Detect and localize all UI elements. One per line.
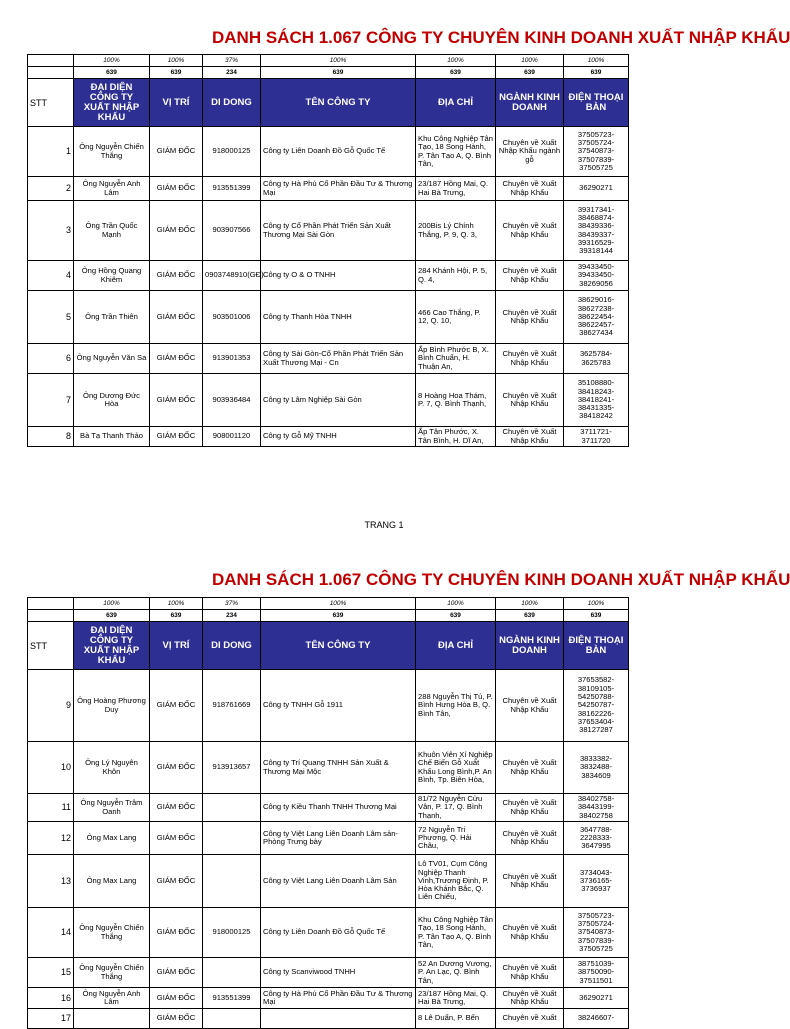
header-row <box>28 622 629 670</box>
position-cell: GIÁM ĐỐC <box>150 742 203 794</box>
count-row <box>28 67 629 79</box>
company-table-page-2 <box>27 597 629 1029</box>
percent-cell: 100% <box>564 55 629 67</box>
count-row <box>28 610 629 622</box>
mobile-cell: 913901353 <box>203 344 261 374</box>
percent-cell: 37% <box>203 598 261 610</box>
representative-cell: Bà Tạ Thanh Thảo <box>74 427 150 447</box>
company-name-cell: Công ty Gỗ Mỹ TNHH <box>261 427 416 447</box>
row-number-cell: 10 <box>28 742 74 794</box>
row-number-cell: 15 <box>28 958 74 988</box>
count-cell: 639 <box>74 610 150 622</box>
table-row <box>28 177 629 201</box>
row-number-cell: 2 <box>28 177 74 201</box>
page-title-1: DANH SÁCH 1.067 CÔNG TY CHUYÊN KINH DOANH XUẤT NHẬP KHẨU <box>212 28 790 47</box>
representative-cell: Ông Trần Quốc Mạnh <box>74 201 150 261</box>
company-name-cell: Công ty Việt Lang Liên Doanh Lâm Sản <box>261 855 416 908</box>
page-label: TRANG 1 <box>364 520 404 530</box>
table-row <box>28 908 629 958</box>
representative-cell: Ông Hồng Quang Khiêm <box>74 261 150 291</box>
industry-cell: Chuyên về Xuất Nhập Khẩu <box>496 822 564 855</box>
address-cell: Khuôn Viên Xí Nghiệp Chế Biến Gỗ Xuất Khẩu Long Bình,P. An Bình, Tp. Biên Hòa, <box>416 742 496 794</box>
row-number-cell: 13 <box>28 855 74 908</box>
industry-cell: Chuyên về Xuất Nhập Khẩu <box>496 958 564 988</box>
page-title-2: DANH SÁCH 1.067 CÔNG TY CHUYÊN KINH DOANH XUẤT NHẬP KHẨU <box>212 570 790 589</box>
company-name-cell: Công ty Hà Phú Cổ Phần Đầu Tư & Thương Mại <box>261 177 416 201</box>
table-row <box>28 201 629 261</box>
percent-row <box>28 598 629 610</box>
representative-cell: Ông Trần Thiên <box>74 291 150 344</box>
header-position: VỊ TRÍ <box>150 622 203 670</box>
percent-cell: 100% <box>150 598 203 610</box>
row-number-cell: 16 <box>28 988 74 1009</box>
industry-cell: Chuyên về Xuất Nhập Khẩu <box>496 261 564 291</box>
count-cell: 639 <box>261 610 416 622</box>
row-number-cell: 5 <box>28 291 74 344</box>
header-industry: NGÀNH KINH DOANH <box>496 622 564 670</box>
industry-cell: Chuyên về Xuất Nhập Khẩu <box>496 988 564 1009</box>
company-name-cell: Công ty Sài Gòn-Cổ Phần Phát Triển Sản Xuất Thương Mại - Cn <box>261 344 416 374</box>
address-cell: 23/187 Hồng Mai, Q. Hai Bà Trưng, <box>416 177 496 201</box>
table-row <box>28 291 629 344</box>
percent-cell: 100% <box>261 55 416 67</box>
table-row <box>28 958 629 988</box>
count-cell: 639 <box>564 610 629 622</box>
address-cell: Ấp Tân Phước, X. Tân Bình, H. Dĩ An, <box>416 427 496 447</box>
row-number-cell: 6 <box>28 344 74 374</box>
percent-cell: 100% <box>74 598 150 610</box>
table-row <box>28 1009 629 1029</box>
representative-cell: Ông Hoàng Phương Duy <box>74 670 150 742</box>
header-phone: ĐIỆN THOẠI BÀN <box>564 79 629 127</box>
table-row <box>28 261 629 291</box>
percent-cell: 100% <box>261 598 416 610</box>
phone-cell: 37653582-38109105-54250788-54250787-38162226-37653404-38127287 <box>564 670 629 742</box>
representative-cell: Ông Nguyễn Chiến Thắng <box>74 958 150 988</box>
phone-cell: 36290271 <box>564 177 629 201</box>
percent-cell: 100% <box>496 598 564 610</box>
row-number-cell: 1 <box>28 127 74 177</box>
percent-cell: 100% <box>496 55 564 67</box>
representative-cell: Ông Nguyễn Chiến Thắng <box>74 127 150 177</box>
mobile-cell: 913913657 <box>203 742 261 794</box>
position-cell: GIÁM ĐỐC <box>150 291 203 344</box>
representative-cell: Ông Lý Nguyên Khôn <box>74 742 150 794</box>
position-cell: GIÁM ĐỐC <box>150 374 203 427</box>
row-number-cell: 11 <box>28 794 74 822</box>
mobile-cell: 913551399 <box>203 988 261 1009</box>
phone-cell: 38751039-38750090-37511501 <box>564 958 629 988</box>
count-cell: 639 <box>150 610 203 622</box>
row-number-cell: 7 <box>28 374 74 427</box>
phone-cell: 37505723-37505724-37540873-37507839-37505725 <box>564 127 629 177</box>
representative-cell: Ông Max Lang <box>74 855 150 908</box>
position-cell: GIÁM ĐỐC <box>150 127 203 177</box>
header-stt: STT <box>28 79 74 127</box>
mobile-cell <box>203 855 261 908</box>
representative-cell: Ông Nguyễn Văn Sa <box>74 344 150 374</box>
phone-cell: 37505723-37505724-37540873-37507839-37505725 <box>564 908 629 958</box>
percent-cell: 100% <box>564 598 629 610</box>
count-cell: 639 <box>496 610 564 622</box>
mobile-cell: 903501006 <box>203 291 261 344</box>
industry-cell: Chuyên về Xuất Nhập Khẩu <box>496 201 564 261</box>
address-cell: 8 Lê Duẩn, P. Bến <box>416 1009 496 1029</box>
percent-cell: 100% <box>74 55 150 67</box>
address-cell: Lô TV01, Cụm Công Nghiệp Thanh Vinh,Trương Định, P. Hòa Khánh Bắc, Q. Liên Chiểu, <box>416 855 496 908</box>
rows-page-2 <box>28 670 629 1029</box>
mobile-cell <box>203 822 261 855</box>
table-row <box>28 374 629 427</box>
address-cell: Khu Công Nghiệp Tân Tạo, 18 Song Hành, P. Tân Tạo A, Q. Bình Tân, <box>416 127 496 177</box>
percent-cell: 100% <box>150 55 203 67</box>
phone-cell: 38246607- <box>564 1009 629 1029</box>
address-cell: 72 Nguyễn Tri Phương, Q. Hải Châu, <box>416 822 496 855</box>
representative-cell: Ông Nguyễn Anh Lâm <box>74 988 150 1009</box>
header-address: ĐỊA CHỈ <box>416 79 496 127</box>
industry-cell: Chuyên về Xuất Nhập Khẩu <box>496 427 564 447</box>
company-name-cell: Công ty Thanh Hòa TNHH <box>261 291 416 344</box>
representative-cell: Ông Dương Đức Hòa <box>74 374 150 427</box>
phone-cell: 36290271 <box>564 988 629 1009</box>
address-cell: 200Bis Lý Chính Thắng, P. 9, Q. 3, <box>416 201 496 261</box>
phone-cell: 38629016-38627238-38622454-38622457-38627434 <box>564 291 629 344</box>
industry-cell: Chuyên về Xuất Nhập Khẩu <box>496 855 564 908</box>
header-industry: NGÀNH KINH DOANH <box>496 79 564 127</box>
industry-cell: Chuyên về Xuất Nhập Khẩu <box>496 291 564 344</box>
count-cell: 639 <box>416 610 496 622</box>
company-name-cell: Công ty Lâm Nghiệp Sài Gòn <box>261 374 416 427</box>
meta-blank <box>28 598 74 610</box>
phone-cell: 3625784-3625783 <box>564 344 629 374</box>
address-cell: 284 Khánh Hội, P. 5, Q. 4, <box>416 261 496 291</box>
row-number-cell: 12 <box>28 822 74 855</box>
table-row <box>28 127 629 177</box>
representative-cell: Ông Nguyễn Trâm Oanh <box>74 794 150 822</box>
header-company: TÊN CÔNG TY <box>261 79 416 127</box>
meta-blank <box>28 55 74 67</box>
industry-cell: Chuyên về Xuất Nhập Khẩu <box>496 670 564 742</box>
phone-cell: 39433450-39433450-38269056 <box>564 261 629 291</box>
company-name-cell: Công ty Scanviwood TNHH <box>261 958 416 988</box>
company-name-cell: Công ty O & O TNHH <box>261 261 416 291</box>
representative-cell <box>74 1009 150 1029</box>
table-row <box>28 344 629 374</box>
position-cell: GIÁM ĐỐC <box>150 958 203 988</box>
count-cell: 639 <box>150 67 203 79</box>
phone-cell: 3734043-3736165-3736937 <box>564 855 629 908</box>
count-cell: 639 <box>416 67 496 79</box>
header-representative: ĐẠI DIỆN CÔNG TY XUẤT NHẬP KHẨU <box>74 622 150 670</box>
percent-cell: 100% <box>416 55 496 67</box>
header-phone: ĐIỆN THOẠI BÀN <box>564 622 629 670</box>
header-position: VỊ TRÍ <box>150 79 203 127</box>
count-cell: 639 <box>496 67 564 79</box>
position-cell: GIÁM ĐỐC <box>150 1009 203 1029</box>
position-cell: GIÁM ĐỐC <box>150 261 203 291</box>
table-row <box>28 742 629 794</box>
phone-cell: 3647788-2228333-3647995 <box>564 822 629 855</box>
mobile-cell: 918000125 <box>203 127 261 177</box>
industry-cell: Chuyên về Xuất Nhập Khẩu ngành gỗ <box>496 127 564 177</box>
table-row <box>28 988 629 1009</box>
industry-cell: Chuyên về Xuất <box>496 1009 564 1029</box>
position-cell: GIÁM ĐỐC <box>150 201 203 261</box>
company-name-cell <box>261 1009 416 1029</box>
position-cell: GIÁM ĐỐC <box>150 988 203 1009</box>
position-cell: GIÁM ĐỐC <box>150 855 203 908</box>
mobile-cell: 913551399 <box>203 177 261 201</box>
address-cell: 288 Nguyễn Thị Tú, P. Bình Hưng Hòa B, Q. Bình Tân, <box>416 670 496 742</box>
header-mobile: DI DONG <box>203 622 261 670</box>
company-name-cell: Công ty Kiều Thanh TNHH Thương Mại <box>261 794 416 822</box>
header-stt: STT <box>28 622 74 670</box>
address-cell: 52 An Dương Vương, P. An Lạc, Q. Bình Tân, <box>416 958 496 988</box>
address-cell: 8 Hoàng Hoa Thám, P. 7, Q. Bình Thạnh, <box>416 374 496 427</box>
row-number-cell: 9 <box>28 670 74 742</box>
phone-cell: 3711721-3711720 <box>564 427 629 447</box>
percent-row <box>28 55 629 67</box>
header-company: TÊN CÔNG TY <box>261 622 416 670</box>
address-cell: 466 Cao Thắng, P. 12, Q. 10, <box>416 291 496 344</box>
mobile-cell: 903907566 <box>203 201 261 261</box>
table-row <box>28 427 629 447</box>
company-name-cell: Công ty TNHH Gỗ 1911 <box>261 670 416 742</box>
row-number-cell: 17 <box>28 1009 74 1029</box>
count-cell: 234 <box>203 67 261 79</box>
rows-page-1 <box>28 127 629 447</box>
percent-cell: 100% <box>416 598 496 610</box>
table-row <box>28 855 629 908</box>
row-number-cell: 4 <box>28 261 74 291</box>
representative-cell: Ông Max Lang <box>74 822 150 855</box>
industry-cell: Chuyên về Xuất Nhập Khẩu <box>496 177 564 201</box>
company-name-cell: Công ty Liên Doanh Đồ Gỗ Quốc Tế <box>261 908 416 958</box>
industry-cell: Chuyên về Xuất Nhập Khẩu <box>496 742 564 794</box>
phone-cell: 35108880-38418243-38418241-38431335-38418242 <box>564 374 629 427</box>
address-cell: Khu Công Nghiệp Tân Tạo, 18 Song Hành, P. Tân Tạo A, Q. Bình Tân, <box>416 908 496 958</box>
company-name-cell: Công ty Liên Doanh Đồ Gỗ Quốc Tế <box>261 127 416 177</box>
mobile-cell <box>203 1009 261 1029</box>
representative-cell: Ông Nguyễn Anh Lâm <box>74 177 150 201</box>
position-cell: GIÁM ĐỐC <box>150 822 203 855</box>
industry-cell: Chuyên về Xuất Nhập Khẩu <box>496 908 564 958</box>
header-row <box>28 79 629 127</box>
phone-cell: 3833382-3832488-3834609 <box>564 742 629 794</box>
header-address: ĐỊA CHỈ <box>416 622 496 670</box>
meta-blank <box>28 610 74 622</box>
phone-cell: 38402758-38443199-38402758 <box>564 794 629 822</box>
representative-cell: Ông Nguyễn Chiến Thắng <box>74 908 150 958</box>
row-number-cell: 3 <box>28 201 74 261</box>
table-row <box>28 670 629 742</box>
header-mobile: DI DONG <box>203 79 261 127</box>
company-name-cell: Công ty Việt Lang Liên Doanh Lâm sản-Phòng Trưng bày <box>261 822 416 855</box>
percent-cell: 37% <box>203 55 261 67</box>
header-representative: ĐẠI DIỆN CÔNG TY XUẤT NHẬP KHẨU <box>74 79 150 127</box>
position-cell: GIÁM ĐỐC <box>150 344 203 374</box>
mobile-cell <box>203 794 261 822</box>
position-cell: GIÁM ĐỐC <box>150 427 203 447</box>
industry-cell: Chuyên về Xuất Nhập Khẩu <box>496 794 564 822</box>
meta-blank <box>28 67 74 79</box>
company-table-page-1 <box>27 54 629 447</box>
row-number-cell: 14 <box>28 908 74 958</box>
mobile-cell: 903936484 <box>203 374 261 427</box>
company-name-cell: Công ty Trí Quang TNHH Sản Xuất & Thương Mại Mộc <box>261 742 416 794</box>
industry-cell: Chuyên về Xuất Nhập Khẩu <box>496 344 564 374</box>
count-cell: 639 <box>261 67 416 79</box>
company-name-cell: Công ty Hà Phú Cổ Phần Đầu Tư & Thương Mại <box>261 988 416 1009</box>
position-cell: GIÁM ĐỐC <box>150 908 203 958</box>
count-cell: 639 <box>564 67 629 79</box>
mobile-cell <box>203 958 261 988</box>
position-cell: GIÁM ĐỐC <box>150 794 203 822</box>
address-cell: Ấp Bình Phước B, X. Bình Chuẩn, H. Thuận An, <box>416 344 496 374</box>
table-row <box>28 822 629 855</box>
count-cell: 639 <box>74 67 150 79</box>
mobile-cell: 918000125 <box>203 908 261 958</box>
mobile-cell: 908001120 <box>203 427 261 447</box>
count-cell: 234 <box>203 610 261 622</box>
address-cell: 81/72 Nguyễn Cửu Vân, P. 17, Q. Bình Thạnh, <box>416 794 496 822</box>
company-name-cell: Công ty Cổ Phần Phát Triển Sản Xuất Thương Mại Sài Gòn <box>261 201 416 261</box>
industry-cell: Chuyên về Xuất Nhập Khẩu <box>496 374 564 427</box>
position-cell: GIÁM ĐỐC <box>150 177 203 201</box>
mobile-cell: 918761669 <box>203 670 261 742</box>
table-row <box>28 794 629 822</box>
position-cell: GIÁM ĐỐC <box>150 670 203 742</box>
row-number-cell: 8 <box>28 427 74 447</box>
address-cell: 23/187 Hồng Mai, Q. Hai Bà Trưng, <box>416 988 496 1009</box>
phone-cell: 39317341-38468874-38439336-38439337-39316529-39318144 <box>564 201 629 261</box>
mobile-cell: 0903748910(GĐ) <box>203 261 261 291</box>
